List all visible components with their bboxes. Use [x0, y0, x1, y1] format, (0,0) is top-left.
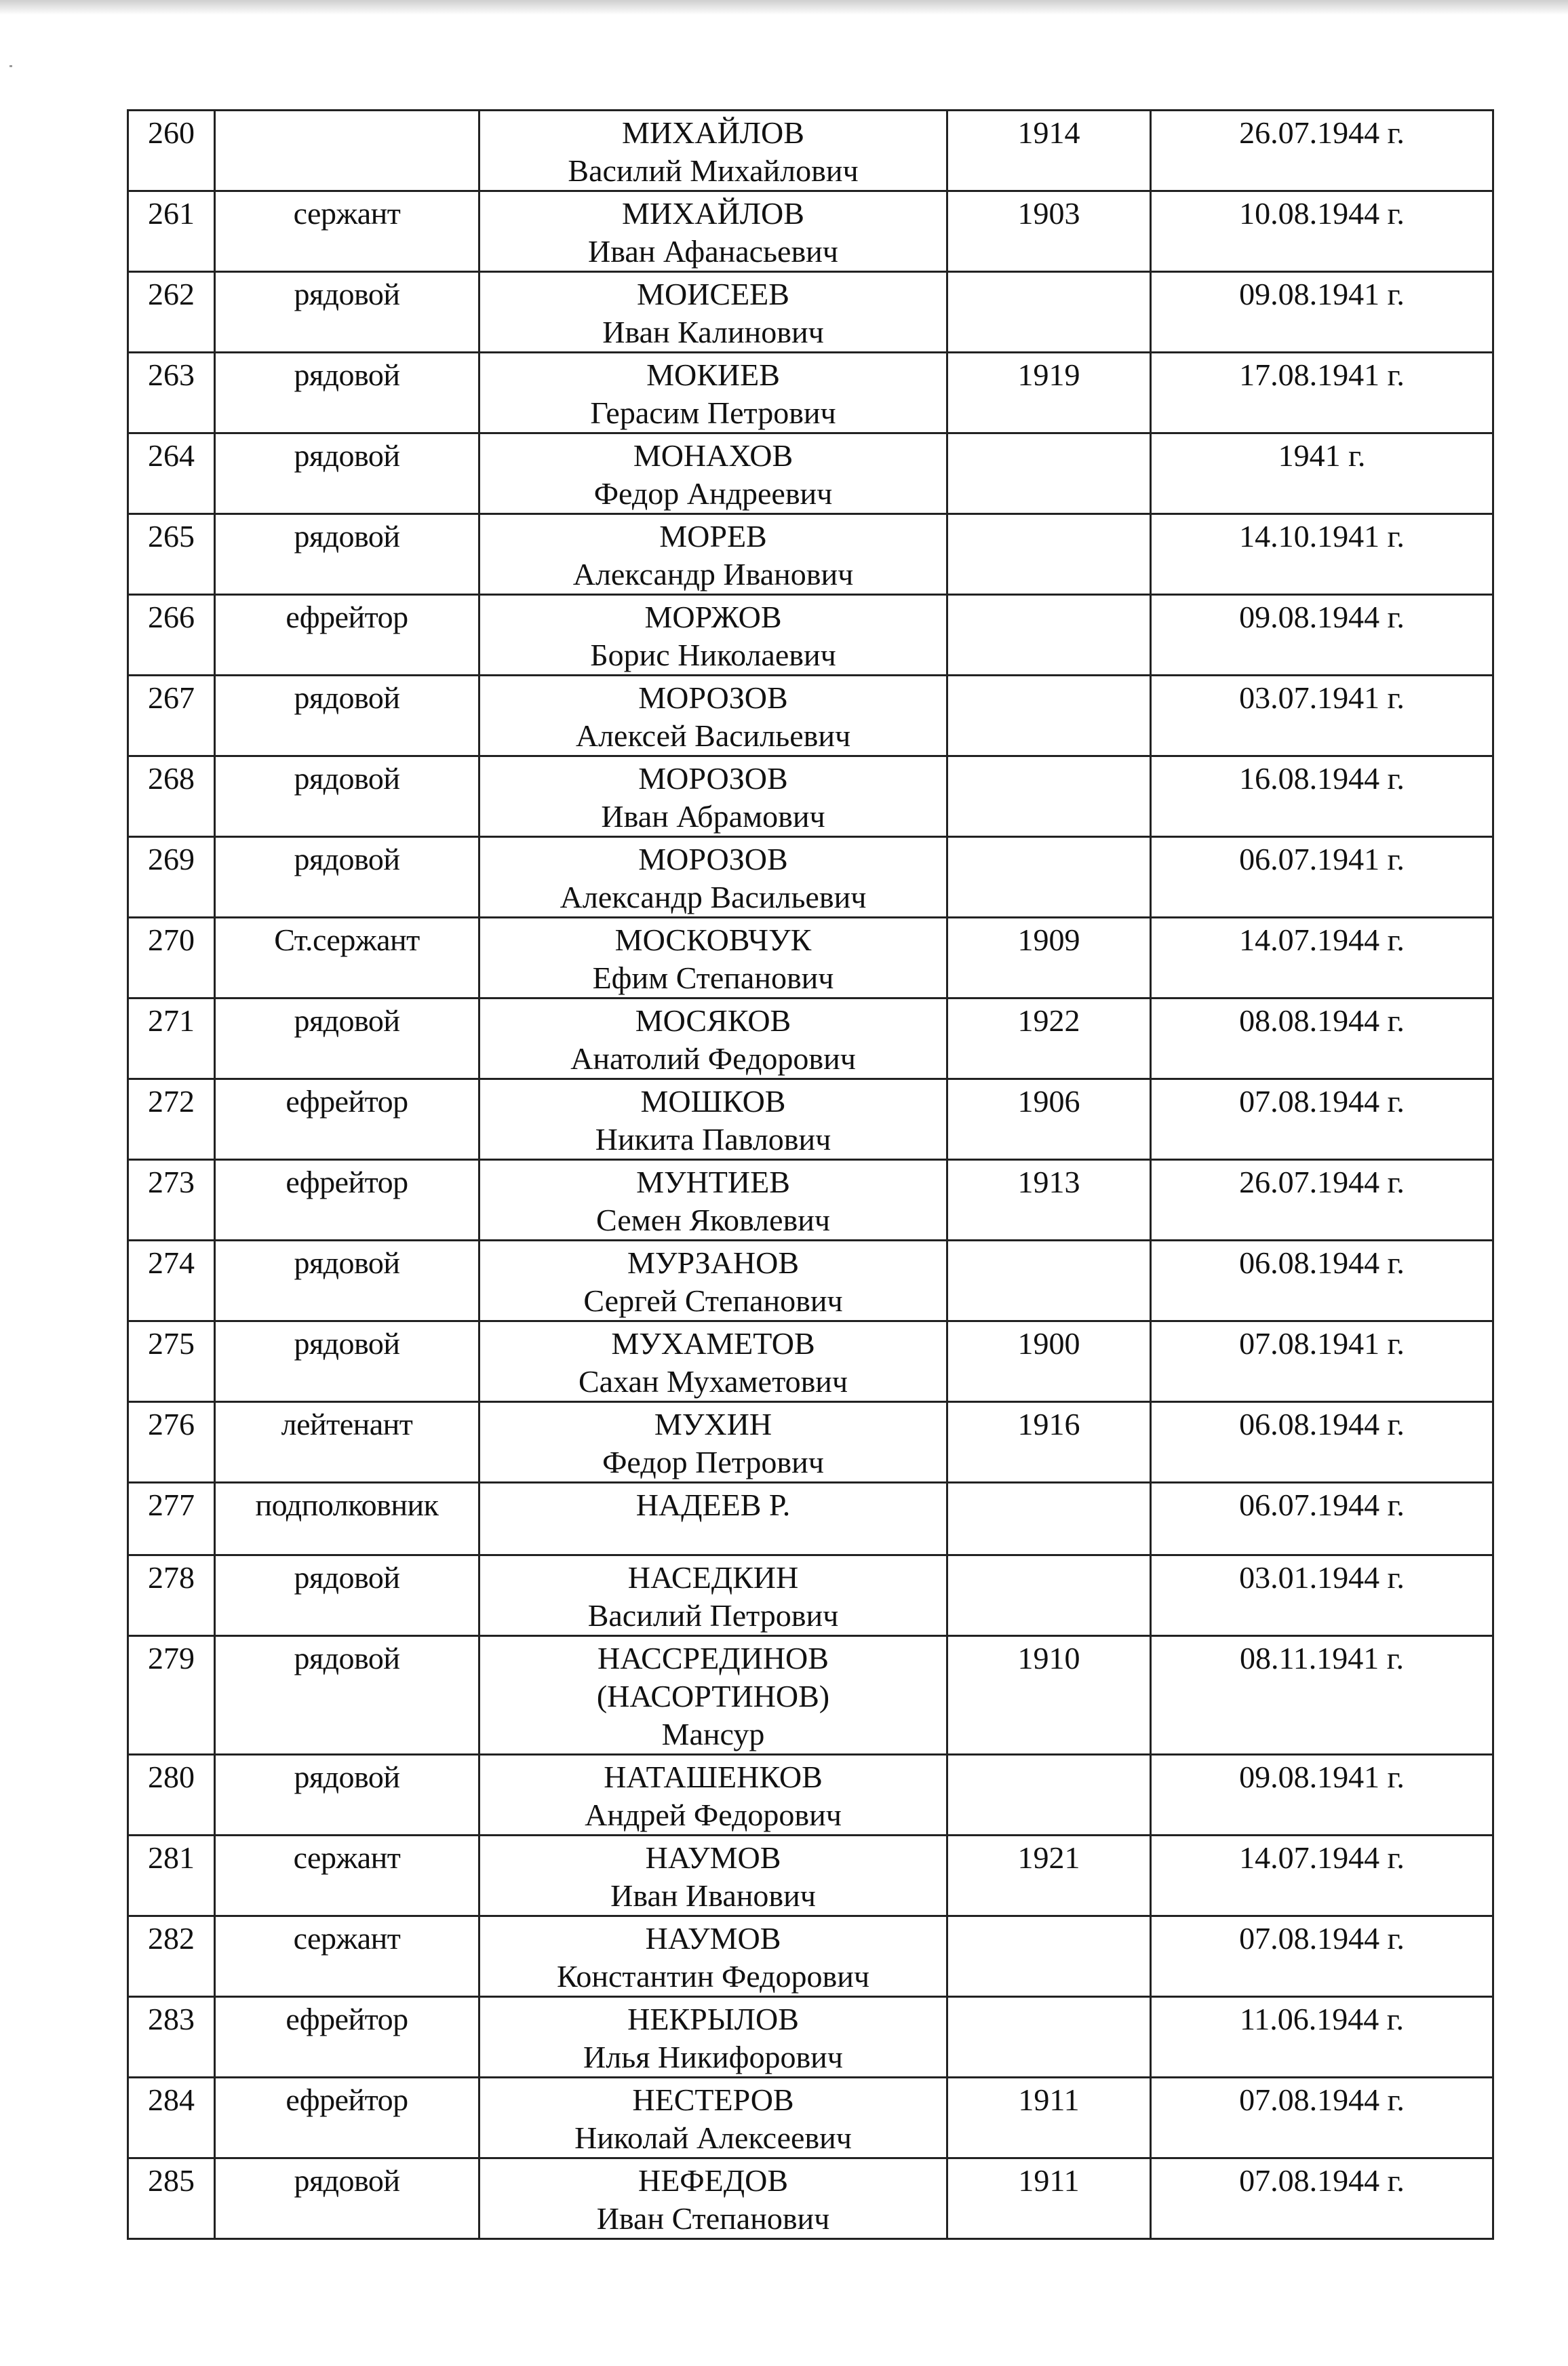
military-rank: рядовой: [215, 676, 479, 756]
full-name: [479, 1755, 947, 1836]
full-name: [479, 837, 947, 918]
full-name: [479, 756, 947, 837]
full-name: [479, 191, 947, 272]
full-name: [479, 111, 947, 191]
record-number: 273: [128, 1160, 215, 1241]
surname: НАУМОВ: [645, 1840, 781, 1875]
surname: МУНТИЕВ: [636, 1165, 790, 1199]
date-of-loss: 26.07.1944 г.: [1151, 1160, 1493, 1241]
given-name-line: Иван Калинович: [602, 315, 824, 349]
date-of-loss: 1941 г.: [1151, 433, 1493, 514]
full-name: [479, 595, 947, 676]
table-row: [128, 1916, 1493, 1997]
record-number: 267: [128, 676, 215, 756]
birth-year: 1911: [947, 2078, 1151, 2158]
surname: МОРОЗОВ: [638, 761, 788, 796]
given-name-line: Мансур: [661, 1717, 765, 1751]
date-of-loss: 11.06.1944 г.: [1151, 1997, 1493, 2078]
full-name: [479, 2078, 947, 2158]
birth-year: 1913: [947, 1160, 1151, 1241]
surname: НАТАШЕНКОВ: [604, 1760, 823, 1794]
surname: НЕКРЫЛОВ: [627, 2002, 799, 2036]
casualty-register-table: [127, 109, 1494, 2240]
table-row: [128, 595, 1493, 676]
given-name-line: Николай Алексеевич: [574, 2120, 852, 2155]
date-of-loss: 14.07.1944 г.: [1151, 918, 1493, 998]
military-rank: сержант: [215, 1836, 479, 1916]
surname: МИХАЙЛОВ: [622, 196, 804, 231]
surname: НАДЕЕВ Р.: [635, 1488, 791, 1522]
full-name: [479, 1997, 947, 2078]
military-rank: рядовой: [215, 1241, 479, 1321]
table-row: [128, 191, 1493, 272]
table-row: [128, 918, 1493, 998]
birth-year: [947, 272, 1151, 353]
surname: МОРЕВ: [659, 519, 767, 554]
record-number: 283: [128, 1997, 215, 2078]
birth-year: 1914: [947, 111, 1151, 191]
table-row: [128, 1483, 1493, 1555]
record-number: 265: [128, 514, 215, 595]
table-row: [128, 272, 1493, 353]
date-of-loss: 07.08.1944 г.: [1151, 1916, 1493, 1997]
given-name-line: Иван Абрамович: [601, 799, 825, 834]
date-of-loss: 03.07.1941 г.: [1151, 676, 1493, 756]
full-name: [479, 1321, 947, 1402]
given-name-line: Александр Иванович: [572, 557, 854, 592]
birth-year: 1900: [947, 1321, 1151, 1402]
date-of-loss: 03.01.1944 г.: [1151, 1555, 1493, 1636]
record-number: 276: [128, 1402, 215, 1483]
birth-year: [947, 756, 1151, 837]
military-rank: рядовой: [215, 1555, 479, 1636]
military-rank: сержант: [215, 191, 479, 272]
given-name-line: (НАСОРТИНОВ): [596, 1679, 830, 1713]
birth-year: 1910: [947, 1636, 1151, 1755]
military-rank: подполковник: [215, 1483, 479, 1555]
given-name-line: Федор Петрович: [602, 1445, 824, 1479]
date-of-loss: 14.10.1941 г.: [1151, 514, 1493, 595]
birth-year: [947, 676, 1151, 756]
military-rank: рядовой: [215, 1321, 479, 1402]
table-row: [128, 1241, 1493, 1321]
surname: МУХИН: [654, 1407, 772, 1441]
given-name-line: Иван Иванович: [610, 1878, 816, 1913]
record-number: 262: [128, 272, 215, 353]
given-name-line: Федор Андреевич: [593, 476, 833, 511]
birth-year: [947, 1997, 1151, 2078]
surname: МОНАХОВ: [633, 438, 793, 473]
date-of-loss: 06.07.1944 г.: [1151, 1483, 1493, 1555]
given-name-line: Герасим Петрович: [590, 395, 836, 430]
table-row: [128, 837, 1493, 918]
record-number: 279: [128, 1636, 215, 1755]
table-row: [128, 1997, 1493, 2078]
full-name: [479, 272, 947, 353]
date-of-loss: 09.08.1941 г.: [1151, 272, 1493, 353]
military-rank: Ст.сержант: [215, 918, 479, 998]
date-of-loss: 08.11.1941 г.: [1151, 1636, 1493, 1755]
birth-year: 1921: [947, 1836, 1151, 1916]
surname: НЕФЕДОВ: [638, 2163, 789, 2198]
military-rank: рядовой: [215, 433, 479, 514]
full-name: [479, 1836, 947, 1916]
surname: МУХАМЕТОВ: [611, 1326, 815, 1361]
record-number: 278: [128, 1555, 215, 1636]
military-rank: ефрейтор: [215, 595, 479, 676]
military-rank: ефрейтор: [215, 1160, 479, 1241]
military-rank: рядовой: [215, 2158, 479, 2239]
full-name: [479, 1079, 947, 1160]
date-of-loss: 26.07.1944 г.: [1151, 111, 1493, 191]
record-number: 281: [128, 1836, 215, 1916]
given-name-line: Константин Федорович: [557, 1959, 869, 1994]
birth-year: 1906: [947, 1079, 1151, 1160]
surname: МОРОЗОВ: [638, 842, 788, 876]
military-rank: [215, 111, 479, 191]
surname: НАСЕДКИН: [627, 1560, 799, 1595]
table-row: [128, 1160, 1493, 1241]
birth-year: [947, 1916, 1151, 1997]
table-row: [128, 676, 1493, 756]
record-number: 277: [128, 1483, 215, 1555]
military-rank: рядовой: [215, 272, 479, 353]
record-number: 268: [128, 756, 215, 837]
table-row: [128, 2158, 1493, 2239]
record-number: 264: [128, 433, 215, 514]
given-name-line: Василий Петрович: [587, 1598, 839, 1633]
full-name: [479, 1483, 947, 1555]
birth-year: 1919: [947, 353, 1151, 433]
birth-year: 1903: [947, 191, 1151, 272]
surname: МИХАЙЛОВ: [622, 115, 804, 150]
given-name-line: Александр Васильевич: [560, 880, 867, 914]
full-name: [479, 1160, 947, 1241]
birth-year: [947, 1241, 1151, 1321]
full-name: [479, 2158, 947, 2239]
given-name-line: Иван Степанович: [596, 2201, 830, 2236]
record-number: 280: [128, 1755, 215, 1836]
full-name: [479, 514, 947, 595]
military-rank: рядовой: [215, 837, 479, 918]
surname: МОШКОВ: [640, 1084, 786, 1119]
table-row: [128, 1079, 1493, 1160]
scan-speck: [9, 65, 12, 67]
date-of-loss: 14.07.1944 г.: [1151, 1836, 1493, 1916]
scan-edge-shadow: [0, 0, 1568, 15]
military-rank: ефрейтор: [215, 1997, 479, 2078]
record-number: 284: [128, 2078, 215, 2158]
birth-year: [947, 1555, 1151, 1636]
table-row: [128, 433, 1493, 514]
surname: МУРЗАНОВ: [627, 1245, 799, 1280]
surname: МОИСЕЕВ: [637, 277, 789, 311]
military-rank: рядовой: [215, 998, 479, 1079]
birth-year: 1909: [947, 918, 1151, 998]
full-name: [479, 998, 947, 1079]
table-row: [128, 756, 1493, 837]
military-rank: рядовой: [215, 514, 479, 595]
given-name-line: Никита Павлович: [595, 1122, 831, 1157]
surname: НАССРЕДИНОВ: [597, 1641, 829, 1675]
military-rank: рядовой: [215, 353, 479, 433]
table-row: [128, 514, 1493, 595]
full-name: [479, 676, 947, 756]
given-name-line: Сергей Степанович: [583, 1283, 843, 1318]
given-name-line: Сахан Мухаметович: [578, 1364, 848, 1399]
birth-year: [947, 1483, 1151, 1555]
given-name-line: Андрей Федорович: [585, 1798, 842, 1832]
date-of-loss: 08.08.1944 г.: [1151, 998, 1493, 1079]
table-row: [128, 1636, 1493, 1755]
birth-year: [947, 1755, 1151, 1836]
register-body: [128, 111, 1493, 2239]
record-number: 285: [128, 2158, 215, 2239]
record-number: 271: [128, 998, 215, 1079]
date-of-loss: 07.08.1944 г.: [1151, 1079, 1493, 1160]
full-name: [479, 353, 947, 433]
given-name-line: Борис Николаевич: [590, 638, 836, 672]
military-rank: ефрейтор: [215, 1079, 479, 1160]
date-of-loss: 06.08.1944 г.: [1151, 1241, 1493, 1321]
date-of-loss: 17.08.1941 г.: [1151, 353, 1493, 433]
record-number: 272: [128, 1079, 215, 1160]
full-name: [479, 1916, 947, 1997]
table-row: [128, 1836, 1493, 1916]
birth-year: [947, 433, 1151, 514]
birth-year: [947, 595, 1151, 676]
table-row: [128, 1321, 1493, 1402]
surname: МОКИЕВ: [646, 357, 780, 392]
full-name: [479, 1402, 947, 1483]
record-number: 270: [128, 918, 215, 998]
surname: МОРЖОВ: [644, 600, 782, 634]
full-name: [479, 433, 947, 514]
date-of-loss: 06.07.1941 г.: [1151, 837, 1493, 918]
given-name-line: Илья Никифорович: [583, 2040, 843, 2074]
record-number: 275: [128, 1321, 215, 1402]
table-row: [128, 1555, 1493, 1636]
table-row: [128, 998, 1493, 1079]
table-row: [128, 353, 1493, 433]
given-name-line: Василий Михайлович: [568, 153, 859, 188]
date-of-loss: 09.08.1941 г.: [1151, 1755, 1493, 1836]
military-rank: рядовой: [215, 1636, 479, 1755]
surname: МОРОЗОВ: [638, 680, 788, 715]
given-name-line: Ефим Степанович: [592, 961, 834, 995]
record-number: 282: [128, 1916, 215, 1997]
table-row: [128, 1755, 1493, 1836]
birth-year: 1922: [947, 998, 1151, 1079]
given-name-line: Алексей Васильевич: [575, 718, 851, 753]
full-name: [479, 1241, 947, 1321]
surname: МОСКОВЧУК: [614, 923, 812, 957]
table-row: [128, 1402, 1493, 1483]
date-of-loss: 07.08.1944 г.: [1151, 2078, 1493, 2158]
military-rank: рядовой: [215, 1755, 479, 1836]
military-rank: ефрейтор: [215, 2078, 479, 2158]
record-number: 260: [128, 111, 215, 191]
record-number: 269: [128, 837, 215, 918]
military-rank: лейтенант: [215, 1402, 479, 1483]
full-name: [479, 1636, 947, 1755]
military-rank: рядовой: [215, 756, 479, 837]
surname: МОСЯКОВ: [635, 1003, 791, 1038]
record-number: 263: [128, 353, 215, 433]
given-name-line: Анатолий Федорович: [570, 1041, 856, 1076]
table-row: [128, 2078, 1493, 2158]
full-name: [479, 1555, 947, 1636]
date-of-loss: 09.08.1944 г.: [1151, 595, 1493, 676]
record-number: 274: [128, 1241, 215, 1321]
record-number: 266: [128, 595, 215, 676]
birth-year: 1911: [947, 2158, 1151, 2239]
full-name: [479, 918, 947, 998]
date-of-loss: 07.08.1941 г.: [1151, 1321, 1493, 1402]
record-number: 261: [128, 191, 215, 272]
table-row: [128, 111, 1493, 191]
surname: НАУМОВ: [645, 1921, 781, 1956]
given-name-line: Семен Яковлевич: [596, 1203, 830, 1237]
date-of-loss: 10.08.1944 г.: [1151, 191, 1493, 272]
surname: НЕСТЕРОВ: [632, 2082, 794, 2117]
birth-year: 1916: [947, 1402, 1151, 1483]
date-of-loss: 16.08.1944 г.: [1151, 756, 1493, 837]
given-name-line: Иван Афанасьевич: [588, 234, 838, 269]
date-of-loss: 06.08.1944 г.: [1151, 1402, 1493, 1483]
birth-year: [947, 837, 1151, 918]
date-of-loss: 07.08.1944 г.: [1151, 2158, 1493, 2239]
birth-year: [947, 514, 1151, 595]
military-rank: сержант: [215, 1916, 479, 1997]
